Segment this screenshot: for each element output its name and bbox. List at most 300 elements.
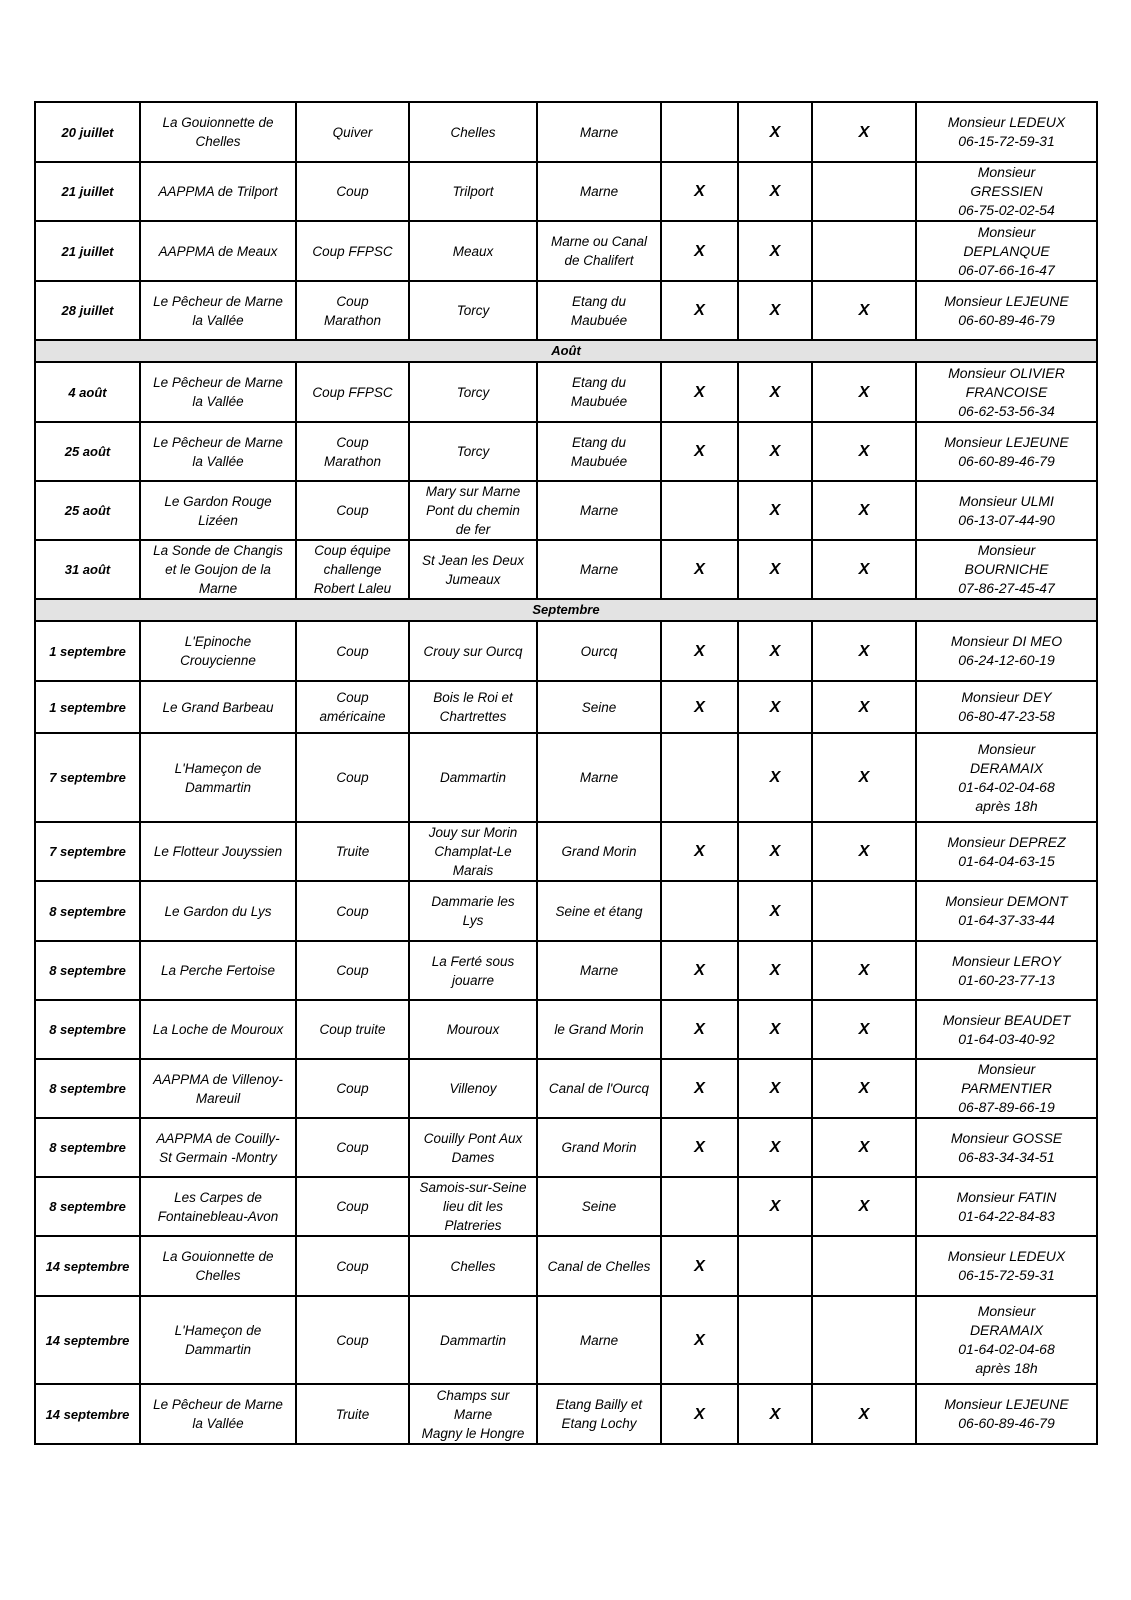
table-row — [35, 102, 1097, 162]
place-cell-line: jouarre — [451, 972, 495, 988]
club-cell-line: Le Pêcheur de Marne — [153, 434, 283, 450]
place-cell-line: Meaux — [452, 243, 494, 259]
club-cell-line: Le Gardon Rouge — [164, 493, 272, 509]
type-cell-line: Coup — [336, 1332, 369, 1348]
mark-cell-1: X — [661, 1384, 738, 1444]
mark-cell-3: X — [812, 1000, 916, 1059]
type-cell-line: Coup — [336, 184, 369, 199]
mark-cell-3: X — [812, 941, 916, 1000]
mark-cell-2: X — [738, 481, 812, 540]
month-header-row — [35, 340, 1097, 362]
type-cell-line: Coup — [336, 503, 369, 518]
place-cell-line: Bois le Roi et — [433, 690, 513, 705]
contact-cell-line: Monsieur DEMONT — [945, 893, 1068, 909]
club-cell-line: Le Flotteur Jouyssien — [153, 844, 283, 859]
type-cell-line: Coup — [336, 770, 369, 785]
contact-cell — [916, 221, 1097, 281]
mark-cell-3: X — [812, 621, 916, 681]
place-cell — [409, 733, 537, 822]
date-cell: 8 septembre — [35, 1059, 140, 1118]
contact-cell-line: BOURNICHE — [964, 561, 1049, 577]
table-row — [35, 1059, 1097, 1118]
waterway-cell-line: Canal de l'Ourcq — [548, 1081, 650, 1096]
place-cell-line: Trilport — [452, 184, 494, 199]
contact-cell — [916, 162, 1097, 221]
date-cell: 8 septembre — [35, 881, 140, 941]
club-cell — [140, 221, 296, 281]
contact-cell — [916, 1177, 1097, 1236]
contact-cell-line: DEPLANQUE — [963, 242, 1050, 259]
type-cell — [296, 422, 409, 481]
date-cell: 1 septembre — [35, 681, 140, 733]
place-cell — [409, 362, 537, 422]
club-cell-line: Chelles — [195, 134, 241, 149]
waterway-cell-line: Marne — [579, 963, 619, 978]
type-cell-line: Coup — [336, 963, 369, 978]
waterway-cell-line: Canal de Chelles — [547, 1258, 651, 1274]
club-cell — [140, 681, 296, 733]
club-cell-line: Fontainebleau-Avon — [157, 1208, 279, 1224]
contact-cell-line: 01-60-23-77-13 — [958, 971, 1055, 988]
waterway-cell — [537, 162, 661, 221]
date-cell: 21 juillet — [35, 162, 140, 221]
place-cell-line: Torcy — [456, 384, 490, 400]
club-cell — [140, 941, 296, 1000]
club-cell-line: la Vallée — [192, 394, 244, 409]
mark-cell-3: X — [812, 281, 916, 340]
place-cell — [409, 540, 537, 599]
waterway-cell — [537, 1296, 661, 1384]
contact-cell-line: 06-60-89-46-79 — [958, 452, 1055, 469]
type-cell — [296, 162, 409, 221]
type-cell — [296, 1000, 409, 1059]
contact-cell — [916, 1118, 1097, 1177]
mark-cell-3: X — [812, 422, 916, 481]
club-cell-line: St Germain -Montry — [159, 1149, 277, 1165]
type-cell — [296, 362, 409, 422]
club-cell — [140, 481, 296, 540]
mark-cell-1: X — [661, 941, 738, 1000]
contact-cell-line: 01-64-02-04-68 — [958, 1341, 1055, 1357]
mark-cell-2: X — [738, 540, 812, 599]
place-cell — [409, 1236, 537, 1296]
date-cell: 25 août — [35, 422, 140, 481]
mark-cell-2 — [738, 1236, 812, 1296]
place-cell — [409, 1177, 537, 1236]
contact-cell-line: Monsieur LEROY — [952, 952, 1061, 969]
type-cell-line: Coup — [336, 434, 369, 450]
date-cell: 28 juillet — [35, 281, 140, 340]
club-cell — [140, 102, 296, 162]
contact-cell-line: Monsieur — [977, 223, 1036, 240]
mark-cell-1: X — [661, 1236, 738, 1296]
club-cell-line: AAPPMA de Villenoy- — [153, 1071, 283, 1087]
mark-cell-1: X — [661, 681, 738, 733]
table-row — [35, 481, 1097, 540]
waterway-cell-line: Grand Morin — [561, 844, 637, 859]
place-cell — [409, 681, 537, 733]
contact-cell-line: FRANCOISE — [965, 383, 1048, 400]
club-cell-line: Mareuil — [195, 1090, 241, 1106]
place-cell — [409, 281, 537, 340]
mark-cell-3 — [812, 162, 916, 221]
table-row — [35, 162, 1097, 221]
mark-cell-3: X — [812, 822, 916, 881]
type-cell — [296, 1059, 409, 1118]
type-cell — [296, 621, 409, 681]
date-cell: 8 septembre — [35, 1177, 140, 1236]
type-cell — [296, 1296, 409, 1384]
contact-cell-line: 06-75-02-02-54 — [958, 202, 1055, 218]
place-cell — [409, 481, 537, 540]
waterway-cell-line: Maubuée — [570, 453, 628, 469]
table-row — [35, 422, 1097, 481]
type-cell-line: Coup — [336, 293, 369, 309]
waterway-cell-line: Etang du — [571, 375, 627, 390]
mark-cell-2: X — [738, 1384, 812, 1444]
type-cell — [296, 822, 409, 881]
place-cell — [409, 621, 537, 681]
waterway-cell-line: Marne — [579, 184, 619, 199]
club-cell-line: Le Gardon du Lys — [164, 903, 272, 919]
place-cell — [409, 1296, 537, 1384]
contact-cell — [916, 941, 1097, 1000]
table-row — [35, 1118, 1097, 1177]
table-row — [35, 1177, 1097, 1236]
contact-cell-line: 07-86-27-45-47 — [958, 580, 1055, 596]
table-row — [35, 881, 1097, 941]
contact-cell-line: GRESSIEN — [970, 183, 1043, 199]
contact-cell-line: Monsieur OLIVIER — [948, 364, 1065, 381]
mark-cell-2: X — [738, 102, 812, 162]
place-cell-line: Samois-sur-Seine — [419, 1180, 527, 1195]
type-cell — [296, 1236, 409, 1296]
contact-cell-line: 01-64-04-63-15 — [958, 852, 1055, 869]
waterway-cell — [537, 822, 661, 881]
type-cell-line: Truite — [335, 844, 370, 859]
type-cell-line: Marathon — [323, 453, 382, 469]
mark-cell-1: X — [661, 362, 738, 422]
contact-cell-line: 06-83-34-34-51 — [958, 1148, 1055, 1165]
contact-cell-line: 01-64-02-04-68 — [958, 778, 1055, 795]
club-cell-line: AAPPMA de Meaux — [158, 243, 278, 259]
type-cell-line: Coup — [336, 1199, 369, 1214]
place-cell — [409, 1059, 537, 1118]
place-cell — [409, 422, 537, 481]
contact-cell-line: Monsieur — [977, 542, 1036, 558]
type-cell-line: Coup FFPSC — [312, 384, 393, 400]
club-cell — [140, 1059, 296, 1118]
contact-cell — [916, 1384, 1097, 1444]
place-cell-line: Jouy sur Morin — [428, 825, 518, 840]
club-cell — [140, 822, 296, 881]
contact-cell — [916, 1296, 1097, 1384]
contact-cell-line: Monsieur DEY — [961, 689, 1052, 705]
type-cell-line: Coup — [336, 1258, 369, 1274]
place-cell-line: Pont du chemin — [426, 503, 520, 518]
mark-cell-3 — [812, 221, 916, 281]
place-cell-line: Couilly Pont Aux — [423, 1130, 523, 1146]
mark-cell-2: X — [738, 881, 812, 941]
mark-cell-3: X — [812, 733, 916, 822]
place-cell-line: Champs sur — [436, 1387, 510, 1403]
waterway-cell — [537, 881, 661, 941]
contact-cell-line: 01-64-37-33-44 — [958, 912, 1055, 928]
place-cell — [409, 822, 537, 881]
table-row — [35, 941, 1097, 1000]
type-cell-line: Truite — [335, 1406, 370, 1422]
club-cell — [140, 1177, 296, 1236]
contact-cell — [916, 540, 1097, 599]
mark-cell-2: X — [738, 1000, 812, 1059]
mark-cell-1: X — [661, 162, 738, 221]
club-cell — [140, 1118, 296, 1177]
place-cell — [409, 102, 537, 162]
mark-cell-2: X — [738, 621, 812, 681]
month-label: Août — [35, 340, 1097, 362]
waterway-cell-line: Etang Bailly et — [555, 1397, 643, 1412]
mark-cell-1: X — [661, 540, 738, 599]
contact-cell-line: Monsieur LEJEUNE — [944, 292, 1069, 309]
contact-cell-line: Monsieur GOSSE — [950, 1129, 1063, 1146]
contact-cell-line: Monsieur LEDEUX — [947, 114, 1066, 130]
date-cell: 8 septembre — [35, 1118, 140, 1177]
mark-cell-2: X — [738, 281, 812, 340]
club-cell — [140, 1296, 296, 1384]
contact-cell-line: après 18h — [975, 797, 1038, 814]
contact-cell — [916, 281, 1097, 340]
type-cell — [296, 481, 409, 540]
table-row — [35, 362, 1097, 422]
type-cell — [296, 540, 409, 599]
mark-cell-1: X — [661, 281, 738, 340]
waterway-cell-line: Seine — [581, 1199, 617, 1214]
club-cell-line: Les Carpes de — [174, 1189, 262, 1205]
waterway-cell — [537, 1118, 661, 1177]
waterway-cell-line: Etang du — [571, 434, 627, 450]
club-cell — [140, 881, 296, 941]
mark-cell-3 — [812, 881, 916, 941]
club-cell — [140, 1384, 296, 1444]
contact-cell-line: Monsieur DEPREZ — [947, 833, 1066, 850]
contact-cell-line: Monsieur FATIN — [956, 1188, 1057, 1205]
place-cell — [409, 1000, 537, 1059]
place-cell-line: Villenoy — [449, 1081, 497, 1096]
contact-cell — [916, 733, 1097, 822]
club-cell-line: L'Hameçon de — [174, 760, 262, 776]
table-row — [35, 1296, 1097, 1384]
table-row — [35, 822, 1097, 881]
mark-cell-3: X — [812, 681, 916, 733]
club-cell — [140, 162, 296, 221]
place-cell-line: Jumeaux — [445, 571, 501, 587]
contact-cell-line: 06-80-47-23-58 — [958, 708, 1055, 724]
club-cell-line: la Vallée — [192, 1416, 244, 1431]
place-cell-line: Magny le Hongre — [421, 1425, 525, 1441]
table-row — [35, 1384, 1097, 1444]
waterway-cell — [537, 621, 661, 681]
mark-cell-3 — [812, 1296, 916, 1384]
club-cell-line: Le Pêcheur de Marne — [153, 375, 283, 390]
place-cell-line: La Ferté sous — [431, 953, 515, 969]
date-cell: 20 juillet — [35, 102, 140, 162]
type-cell — [296, 1118, 409, 1177]
contact-cell — [916, 1236, 1097, 1296]
contact-cell — [916, 362, 1097, 422]
place-cell — [409, 162, 537, 221]
contact-cell-line: Monsieur — [977, 1061, 1036, 1077]
place-cell-line: Dammarie les — [431, 894, 515, 909]
mark-cell-2: X — [738, 822, 812, 881]
mark-cell-1 — [661, 733, 738, 822]
waterway-cell-line: Ourcq — [580, 643, 618, 659]
place-cell-line: lieu dit les — [442, 1199, 504, 1214]
mark-cell-3: X — [812, 481, 916, 540]
mark-cell-1: X — [661, 822, 738, 881]
date-cell: 7 septembre — [35, 733, 140, 822]
contact-cell-line: DERAMAIX — [969, 759, 1044, 776]
type-cell — [296, 733, 409, 822]
table-row — [35, 621, 1097, 681]
club-cell-line: Chelles — [195, 1268, 241, 1283]
table-row — [35, 1236, 1097, 1296]
place-cell-line: Torcy — [456, 444, 490, 459]
month-header-row — [35, 599, 1097, 621]
club-cell-line: Le Grand Barbeau — [162, 699, 274, 715]
waterway-cell — [537, 733, 661, 822]
mark-cell-1 — [661, 102, 738, 162]
club-cell-line: La Perche Fertoise — [160, 963, 276, 978]
date-cell: 7 septembre — [35, 822, 140, 881]
waterway-cell-line: Marne — [579, 770, 619, 785]
club-cell — [140, 1236, 296, 1296]
place-cell-line: Crouy sur Ourcq — [423, 643, 523, 659]
waterway-cell — [537, 281, 661, 340]
contact-cell-line: 06-87-89-66-19 — [958, 1099, 1055, 1115]
table-row — [35, 221, 1097, 281]
place-cell — [409, 1118, 537, 1177]
date-cell: 14 septembre — [35, 1384, 140, 1444]
type-cell — [296, 941, 409, 1000]
waterway-cell — [537, 422, 661, 481]
competition-schedule-table — [34, 101, 1098, 1445]
contact-cell-line: après 18h — [975, 1360, 1038, 1376]
club-cell-line: L'Epinoche — [184, 634, 252, 649]
waterway-cell — [537, 1236, 661, 1296]
mark-cell-2: X — [738, 941, 812, 1000]
type-cell-line: challenge — [323, 562, 382, 577]
place-cell-line: Chartrettes — [439, 709, 507, 724]
club-cell-line: La Gouionnette de — [162, 115, 274, 130]
type-cell — [296, 221, 409, 281]
type-cell-line: Coup — [336, 643, 369, 659]
type-cell — [296, 1384, 409, 1444]
month-label: Septembre — [35, 599, 1097, 621]
contact-cell-line: PARMENTIER — [961, 1080, 1052, 1096]
mark-cell-3: X — [812, 1384, 916, 1444]
place-cell-line: Chelles — [450, 1258, 496, 1274]
waterway-cell — [537, 481, 661, 540]
waterway-cell — [537, 941, 661, 1000]
type-cell-line: Coup FFPSC — [312, 243, 393, 259]
contact-cell-line: 06-13-07-44-90 — [958, 511, 1055, 528]
waterway-cell — [537, 221, 661, 281]
place-cell — [409, 941, 537, 1000]
club-cell — [140, 1000, 296, 1059]
type-cell-line: Coup équipe — [314, 543, 391, 558]
mark-cell-2: X — [738, 221, 812, 281]
waterway-cell — [537, 1059, 661, 1118]
contact-cell-line: Monsieur — [977, 164, 1036, 180]
contact-cell — [916, 881, 1097, 941]
waterway-cell-line: Maubuée — [570, 394, 628, 409]
club-cell — [140, 422, 296, 481]
club-cell-line: Le Pêcheur de Marne — [153, 293, 283, 309]
date-cell: 8 septembre — [35, 941, 140, 1000]
contact-cell-line: Monsieur — [977, 740, 1036, 757]
date-cell: 25 août — [35, 481, 140, 540]
table-row — [35, 281, 1097, 340]
place-cell-line: Marne — [453, 1406, 493, 1422]
club-cell-line: Crouycienne — [180, 653, 256, 668]
contact-cell-line: Monsieur LEDEUX — [947, 1248, 1066, 1264]
mark-cell-3: X — [812, 1177, 916, 1236]
contact-cell-line: 06-60-89-46-79 — [958, 1415, 1055, 1431]
place-cell-line: Dames — [451, 1149, 495, 1165]
waterway-cell-line: Marne — [579, 1332, 619, 1348]
contact-cell-line: 06-15-72-59-31 — [958, 133, 1055, 149]
club-cell — [140, 621, 296, 681]
type-cell-line: Coup — [336, 903, 369, 919]
type-cell-line: Marathon — [323, 312, 382, 328]
waterway-cell — [537, 1177, 661, 1236]
club-cell-line: la Vallée — [192, 453, 244, 469]
type-cell — [296, 681, 409, 733]
contact-cell-line: 06-62-53-56-34 — [958, 402, 1055, 419]
contact-cell — [916, 422, 1097, 481]
waterway-cell-line: Seine et étang — [555, 903, 643, 919]
type-cell — [296, 281, 409, 340]
club-cell-line: AAPPMA de Couilly- — [156, 1130, 280, 1146]
waterway-cell-line: Marne — [579, 124, 619, 140]
waterway-cell-line: de Chalifert — [564, 253, 634, 268]
contact-cell-line: Monsieur LEJEUNE — [944, 1396, 1069, 1412]
mark-cell-2: X — [738, 1118, 812, 1177]
mark-cell-3: X — [812, 540, 916, 599]
place-cell-line: Mouroux — [446, 1022, 500, 1037]
mark-cell-2: X — [738, 1059, 812, 1118]
date-cell: 8 septembre — [35, 1000, 140, 1059]
place-cell-line: Champlat-Le — [434, 844, 512, 859]
type-cell — [296, 102, 409, 162]
type-cell-line: Coup truite — [319, 1022, 386, 1037]
waterway-cell-line: Etang du — [571, 293, 627, 309]
type-cell-line: Robert Laleu — [313, 581, 392, 596]
date-cell: 14 septembre — [35, 1296, 140, 1384]
contact-cell-line: 06-24-12-60-19 — [958, 652, 1055, 668]
table-row — [35, 1000, 1097, 1059]
waterway-cell — [537, 540, 661, 599]
mark-cell-2: X — [738, 422, 812, 481]
waterway-cell-line: Marne — [579, 562, 619, 577]
mark-cell-2: X — [738, 733, 812, 822]
mark-cell-1: X — [661, 621, 738, 681]
contact-cell — [916, 621, 1097, 681]
mark-cell-1: X — [661, 422, 738, 481]
type-cell — [296, 881, 409, 941]
type-cell-line: Coup — [336, 1081, 369, 1096]
club-cell-line: Marne — [198, 581, 238, 596]
